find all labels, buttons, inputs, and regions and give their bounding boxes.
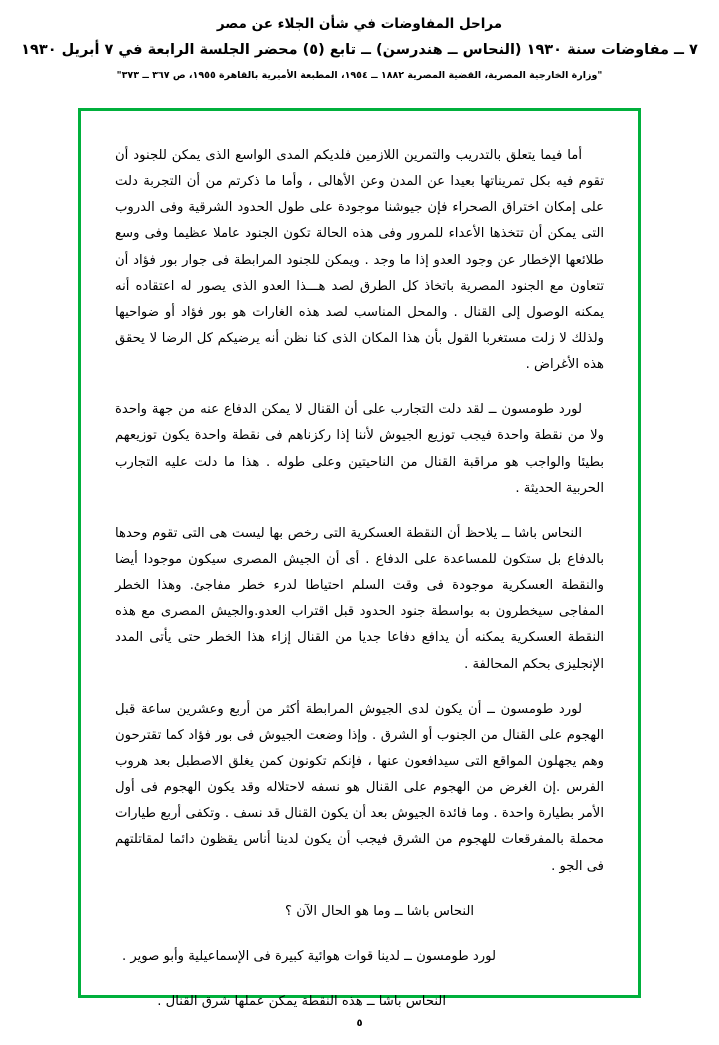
content-frame	[78, 108, 641, 1009]
paragraph: النحاس باشا ــ يلاحظ أن النقطة العسكرية التى رخص بها ليست هى التى تقوم وحدها بالدفاع بل ستكون للمساعدة على الدفاع . أى أن الجيش المصرى سيكون موجودا أيضا والنقطة العسكرية موجودة فى وقت السلم احتياطا لدرء خطر مفاجئ. وهذا الخطر المفاجى سيخطرون به بواسطة جنود الحدود قبل اقتراب العدو.والجيش المصرى مع هذه النقطة العسكرية يمكنه أن يدافع دفاعا جديا من القنال إزاء هذا الخطر حتى يأتى المدد الإنجليزى بحكم المحالفة .	[115, 525, 604, 672]
page-title: مراحل المفاوضات في شأن الجلاء عن مصر	[216, 16, 503, 32]
page-subtitle: ٧ ــ مفاوضات سنة ١٩٣٠ (النحاس ــ هندرسن) ــ تابع (٥) محضر الجلسة الرابعة في ٧ أبريل ١٩٣٠	[21, 42, 698, 59]
paragraph: لورد طومسون ــ لقد دلت التجارب على أن القنال لا يمكن الدفاع عنه من جهة واحدة ولا من نقطة واحدة فيجب توزيع الجيوش لأننا إذا ركزناهم فى نقطة واحدة يكون توزيعهم بطيئا والواجب هو مراقبة القنال من الناحيتين وعلى طوله . هذا ما دلت عليه التجارب الحربية الحديثة .	[115, 402, 604, 496]
paragraph: لورد طومسون ــ لدينا قوات هوائية كبيرة فى الإسماعيلية وأبو صوير .	[121, 948, 496, 964]
content-body	[81, 111, 638, 1009]
paragraph: أما فيما يتعلق بالتدريب والتمرين اللازمين فلديكم المدى الواسع الذى يمكن للجنود أن تقوم فيه بكل تمريناتها بعيدا عن المدن وعن الأهالى ، وأما ما ذكرتم من أن التجربة دلت على إمكان اختراق الصحراء فإن جيوشنا موجودة على طول الحدود الشرقية وفى الدروب التى يمكن أن تتخذها الأعداء للمرور وفى هذه الحالة تكون الجنود عاملا عظيما وفى وسع طلائعها الإخطار عن وجود العدو إذا ما وجد . ويمكن للجنود المرابطة فى جوار بور فؤاد أن تتعاون مع الجنود المصرية باتخاذ كل الطرق لصد هـــذا العدو الذى يصور له اعتقاده أنه يمكنه الوصول إلى القنال . والمحل المناسب لصد هذه الغارات هو بور فؤاد أو ضواحيها ولذلك لا زلت مستغربا القول بأن هذا المكان الذى كنا نظن أنه يرضيكم كل الرضا لا يحقق هذه الأغراض .	[115, 148, 604, 373]
page-number: ٥	[356, 1018, 363, 1029]
paragraph: لورد طومسون ــ أن يكون لدى الجيوش المرابطة أكثر من أربع وعشرين ساعة قبل الهجوم على القنال من الجنوب أو الشرق . وإذا وضعت الجيوش فى بور فؤاد كما تقترحون وهم يجهلون المواقع التى سيدافعون عنها ، فإنكم تكونون كمن يغلق الاصطبل بعد هروب الفرس .إن الغرض من الهجوم على القنال هو نسفه لاحتلاله وقد يكون الهجوم فى أول الأمر بطيارة واحدة . وما فائدة الجيوش بعد أن يكون القنال قد نسف . وتكفى أربع طيارات محملة بالمفرقعات للهجوم من الشرق فيجب أن يكون لدينا أناس يقظون دائما لمقاتلتهم فى الجو .	[115, 701, 604, 874]
paragraph: النحاس باشا ــ هذه النقطة يمكن عملها شرق القنال .	[157, 993, 446, 1009]
source-citation: "وزارة الخارجية المصرية، القضية المصرية ١٨٨٢ ــ ١٩٥٤، المطبعة الأميرية بالقاهرة ١٩٥٥، ص ٣٦٧ ــ ٣٧٣"	[116, 70, 603, 81]
paragraph: النحاس باشا ــ وما هو الحال الآن ؟	[285, 903, 474, 919]
document-header	[0, 0, 719, 82]
